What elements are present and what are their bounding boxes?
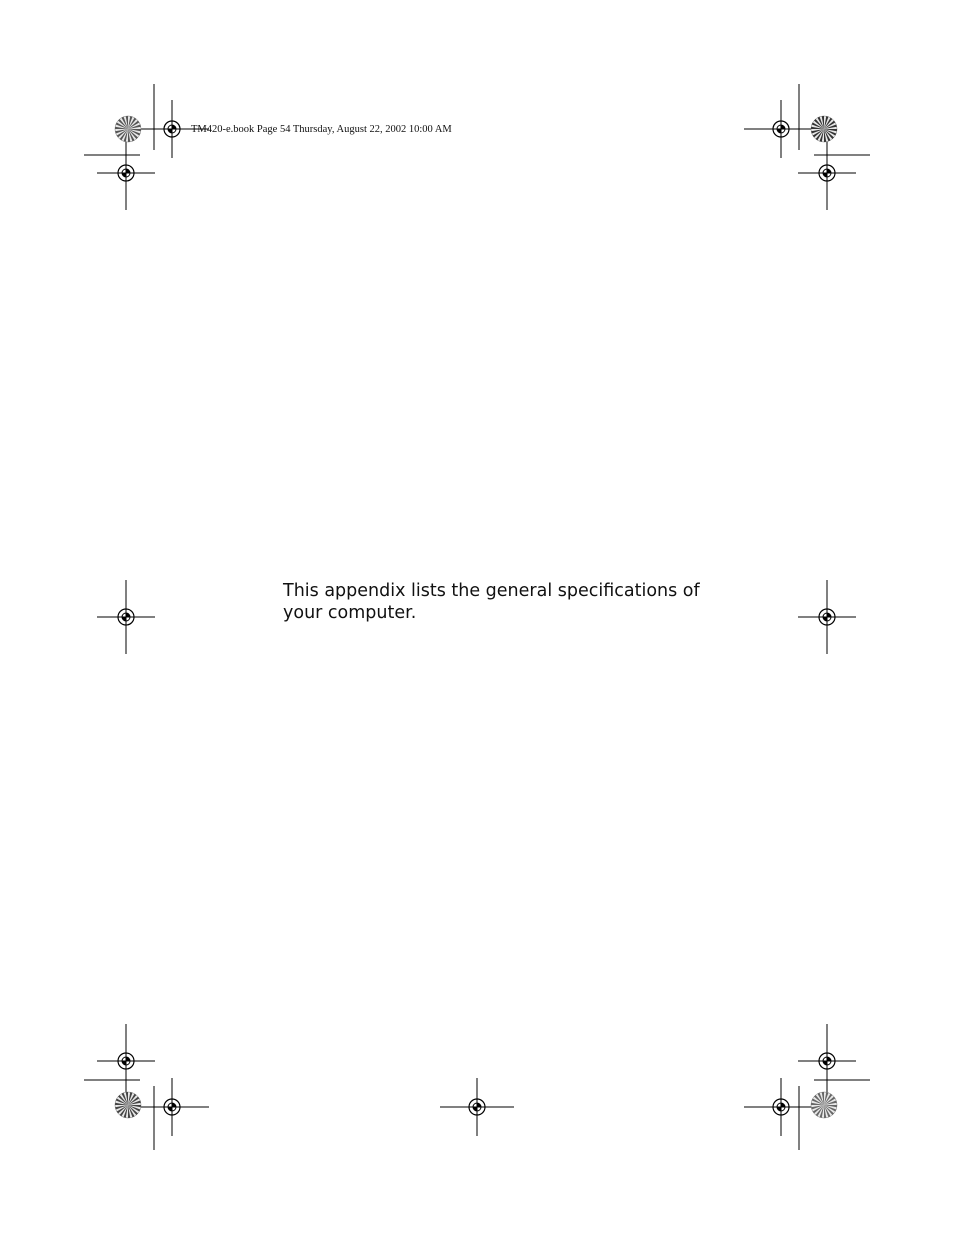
page-slug: TM420-e.book Page 54 Thursday, August 22, 2002 10:00 AM bbox=[191, 124, 452, 135]
appendix-intro-text: This appendix lists the general specifications of your computer. bbox=[283, 581, 700, 623]
starburst-target-icon bbox=[115, 116, 141, 142]
crosshair-registration-icon bbox=[97, 136, 155, 210]
crosshair-registration-icon bbox=[97, 580, 155, 654]
crosshair-registration-icon bbox=[440, 1078, 514, 1136]
crosshair-registration-icon bbox=[744, 1078, 818, 1136]
crosshair-registration-icon bbox=[135, 1078, 209, 1136]
starburst-target-icon bbox=[811, 116, 837, 142]
crosshair-registration-icon bbox=[798, 580, 856, 654]
crosshair-registration-icon bbox=[798, 1024, 856, 1098]
crosshair-registration-icon bbox=[97, 1024, 155, 1098]
starburst-target-icon bbox=[115, 1092, 141, 1118]
crosshair-registration-icon bbox=[798, 136, 856, 210]
crosshair-registration-icon bbox=[744, 100, 818, 158]
starburst-target-icon bbox=[811, 1092, 837, 1118]
